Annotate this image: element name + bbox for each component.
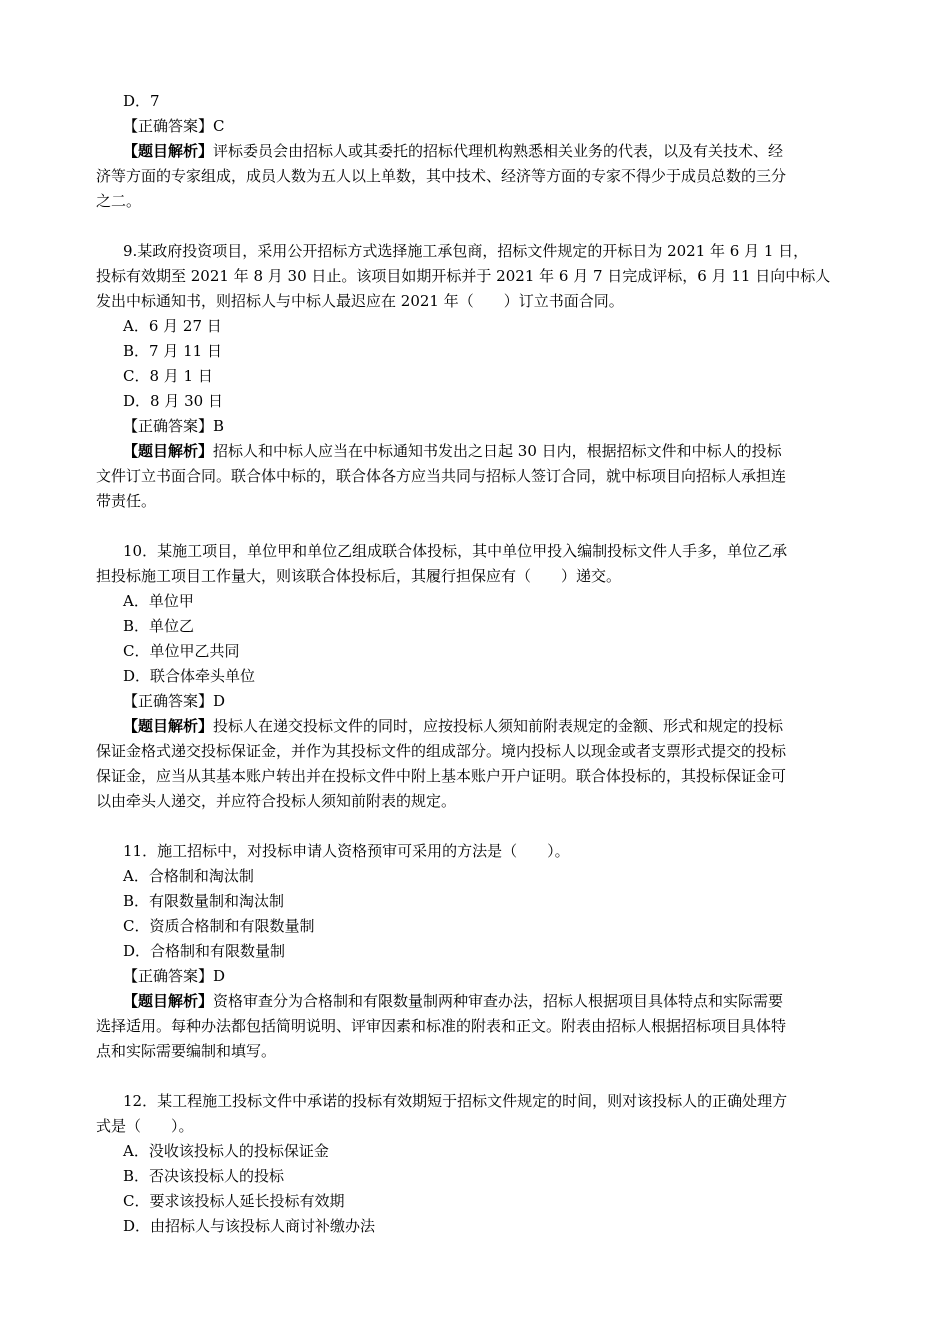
question-10 xyxy=(96,539,856,814)
analysis-line: 济等方面的专家组成，成员人数为五人以上单数，其中技术、经济等方面的专家不得少于成员总数的三分 xyxy=(96,167,787,185)
correct-answer xyxy=(96,114,856,139)
analysis-line: 保证金格式递交投标保证金，并作为其投标文件的组成部分。境内投标人以现金或者支票形式提交的投标 xyxy=(96,742,787,760)
answer-value: B xyxy=(213,417,225,435)
option-c: C．单位甲乙共同 xyxy=(123,642,240,660)
analysis-line: 以由牵头人递交，并应符合投标人须知前附表的规定。 xyxy=(96,792,457,810)
option-a: A．6 月 27 日 xyxy=(123,317,222,335)
option-c: C．要求该投标人延长投标有效期 xyxy=(123,1192,345,1210)
answer-value: C xyxy=(213,117,225,135)
option-b: B．单位乙 xyxy=(123,617,195,635)
option-a: A．合格制和淘汰制 xyxy=(123,867,254,885)
analysis-label: 【题目解析】 xyxy=(123,717,214,735)
option-b: B．有限数量制和淘汰制 xyxy=(123,892,285,910)
analysis-line xyxy=(96,439,856,464)
question-9 xyxy=(96,239,856,514)
option-d: D．8 月 30 日 xyxy=(123,392,223,410)
document-body xyxy=(96,89,856,1239)
answer-label: 【正确答案】 xyxy=(123,967,214,985)
answer-value: D xyxy=(213,967,226,985)
analysis-line: 点和实际需要编制和填写。 xyxy=(96,1042,277,1060)
option-c: C．8 月 1 日 xyxy=(123,367,213,385)
answer-value: D xyxy=(213,692,226,710)
question-stem: 9.某政府投资项目，采用公开招标方式选择施工承包商，招标文件规定的开标日为 2021 年 6 月 1 日， xyxy=(123,242,809,260)
question-stem: 发出中标通知书，则招标人与中标人最迟应在 2021 年（ ）订立书面合同。 xyxy=(96,292,624,310)
analysis-label: 【题目解析】 xyxy=(123,992,214,1010)
question-11 xyxy=(96,839,856,1064)
answer-label: 【正确答案】 xyxy=(123,117,214,135)
answer-label: 【正确答案】 xyxy=(123,417,214,435)
correct-answer xyxy=(96,414,856,439)
question-stem: 10．某施工项目，单位甲和单位乙组成联合体投标，其中单位甲投入编制投标文件人手多，单位乙承 xyxy=(123,542,788,560)
analysis-text: 评标委员会由招标人或其委托的招标代理机构熟悉相关业务的代表，以及有关技术、经 xyxy=(213,142,784,160)
analysis-label: 【题目解析】 xyxy=(123,142,214,160)
correct-answer xyxy=(96,689,856,714)
analysis-line: 选择适用。每种办法都包括简明说明、评审因素和标准的附表和正文。附表由招标人根据招标项目具体特 xyxy=(96,1017,787,1035)
analysis-line: 之二。 xyxy=(96,192,142,210)
analysis-line xyxy=(96,989,856,1014)
analysis-line: 带责任。 xyxy=(96,492,157,510)
question-stem: 11．施工招标中，对投标申请人资格预审可采用的方法是（ ）。 xyxy=(123,842,570,860)
correct-answer xyxy=(96,964,856,989)
option-a: A．没收该投标人的投标保证金 xyxy=(123,1142,329,1160)
question-stem: 担投标施工项目工作量大，则该联合体投标后，其履行担保应有（ ）递交。 xyxy=(96,567,622,585)
question-12 xyxy=(96,1089,856,1239)
question-stem: 12．某工程施工投标文件中承诺的投标有效期短于招标文件规定的时间，则对该投标人的正确处理方 xyxy=(123,1092,788,1110)
answer-label: 【正确答案】 xyxy=(123,692,214,710)
option-d: D．由招标人与该投标人商讨补缴办法 xyxy=(123,1217,376,1235)
question-stem: 式是（ ）。 xyxy=(96,1117,194,1135)
question-8-tail xyxy=(96,89,856,214)
option-b: B．否决该投标人的投标 xyxy=(123,1167,285,1185)
analysis-line xyxy=(96,714,856,739)
analysis-text: 投标人在递交投标文件的同时，应按投标人须知前附表规定的金额、形式和规定的投标 xyxy=(213,717,784,735)
option-d: D．合格制和有限数量制 xyxy=(123,942,286,960)
question-stem: 投标有效期至 2021 年 8 月 30 日止。该项目如期开标并于 2021 年 6 月 7 日完成评标，6 月 11 日向中标人 xyxy=(96,267,831,285)
option-b: B．7 月 11 日 xyxy=(123,342,222,360)
option-d: D．7 xyxy=(123,92,160,110)
analysis-line: 保证金，应当从其基本账户转出并在投标文件中附上基本账户开户证明。联合体投标的，其投标保证金可 xyxy=(96,767,787,785)
analysis-text: 招标人和中标人应当在中标通知书发出之日起 30 日内，根据招标文件和中标人的投标 xyxy=(213,442,782,460)
option-d: D．联合体牵头单位 xyxy=(123,667,256,685)
analysis-label: 【题目解析】 xyxy=(123,442,214,460)
analysis-text: 资格审查分为合格制和有限数量制两种审查办法，招标人根据项目具体特点和实际需要 xyxy=(213,992,784,1010)
analysis-line xyxy=(96,139,856,164)
option-c: C．资质合格制和有限数量制 xyxy=(123,917,315,935)
option-a: A．单位甲 xyxy=(123,592,194,610)
analysis-line: 文件订立书面合同。联合体中标的，联合体各方应当共同与招标人签订合同，就中标项目向招标人承担连 xyxy=(96,467,787,485)
